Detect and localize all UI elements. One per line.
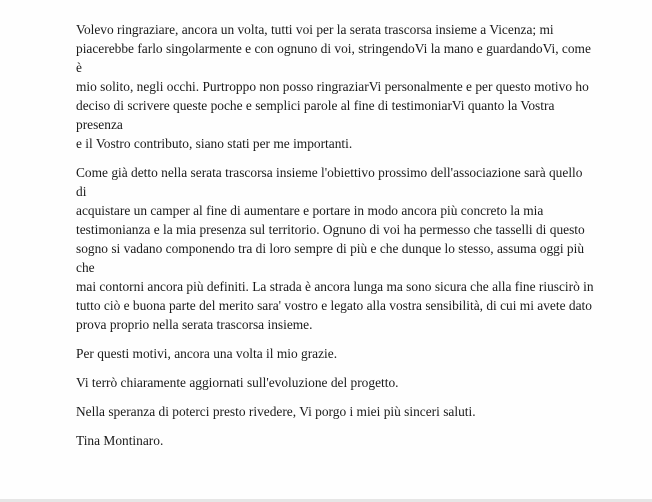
letter-paragraph-closing: Nella speranza di poterci presto rivedere, Vi porgo i miei più sinceri saluti. xyxy=(76,404,476,419)
letter-paragraph-updates: Vi terrò chiaramente aggiornati sull'evoluzione del progetto. xyxy=(76,375,399,390)
letter-paragraph-camper-goal: Come già detto nella serata trascorsa insieme l'obiettivo prossimo dell'associazione sarà quello di acquistare un camper al fine di aumentare e portare in modo ancora più concreto la mia testimonianza e la mia presenza sul territorio. Ognuno di voi ha permesso che tasselli di questo sogno si vadano componendo tra di loro sempre di più e che dunque lo stesso, assuma oggi più che mai contorni ancora più definiti. La strada è ancora lunga ma sono sicura che alla fine riuscirò in tutto ciò e buona parte del merito sara' vostro e legato alla vostra sensibilità, di cui mi avete dato prova proprio nella serata trascorsa insieme. xyxy=(76,165,594,332)
letter-paragraph-gratitude: Per questi motivi, ancora una volta il mio grazie. xyxy=(76,346,338,361)
letter-body xyxy=(76,20,596,460)
letter-paragraph-thanks: Volevo ringraziare, ancora un volta, tutti voi per la serata trascorsa insieme a Vicenza; mi piacerebbe farlo singolarmente e con ognuno di voi, stringendoVi la mano e guardandoVi, come è mio solito, negli occhi. Purtroppo non posso ringraziarVi personalmente e per questo motivo ho deciso di scrivere queste poche e semplici parole al fine di testimoniarVi quanto la Vostra presenza e il Vostro contributo, siano stati per me importanti. xyxy=(76,22,591,151)
letter-signature: Tina Montinaro. xyxy=(76,433,164,448)
